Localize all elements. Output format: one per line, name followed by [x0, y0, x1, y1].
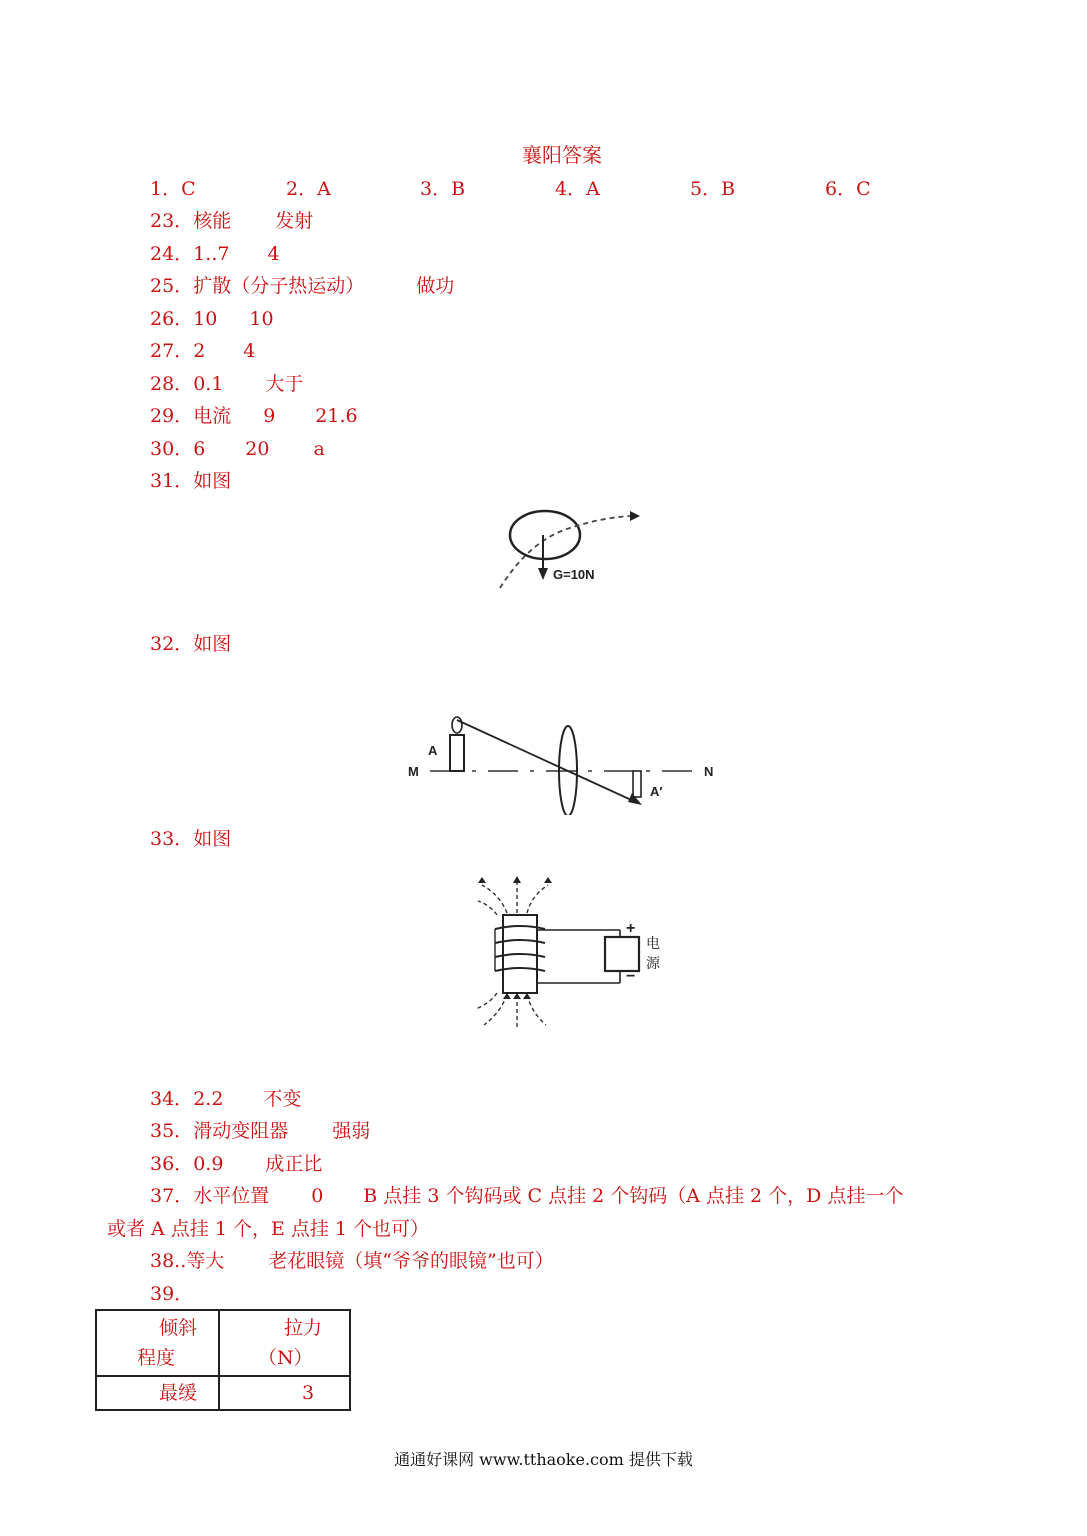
- field-arrowheads-bottom: [503, 993, 531, 999]
- table-cell: 3: [219, 1376, 350, 1410]
- label-n: N: [704, 764, 714, 779]
- answer-23: 23．核能 发射: [150, 210, 314, 232]
- label-m: M: [408, 764, 419, 779]
- label-a: A: [428, 743, 438, 758]
- answer-24: 24．1..7 4: [150, 243, 280, 265]
- mc-item: 2．A: [286, 178, 331, 200]
- answer-39: 39．: [150, 1283, 194, 1305]
- answer-35: 35．滑动变阻器 强弱: [150, 1120, 371, 1142]
- field-lines-bottom: [476, 993, 546, 1027]
- answer-29: 29．电流 9 21.6: [150, 405, 358, 427]
- image-candle: [633, 771, 641, 797]
- mc-item: 1．C: [150, 178, 196, 200]
- answer-28: 28．0.1 大于: [150, 373, 304, 395]
- answer-33: 33．如图: [150, 828, 232, 850]
- mc-item: 3．B: [420, 178, 466, 200]
- table-header-row: [96, 1310, 350, 1376]
- field-lines-top: [478, 883, 548, 915]
- answer-30: 30．6 20 a: [150, 438, 325, 460]
- table-header-cell: 拉力 （N）: [219, 1310, 350, 1376]
- gravity-arrowhead: [538, 568, 548, 580]
- candle-flame: [452, 717, 462, 733]
- figure-33: [470, 875, 680, 1035]
- footer-text: 通通好课网 www.tthaoke.com 提供下载: [394, 1450, 693, 1469]
- answer-25: 25．扩散（分子热运动） 做功: [150, 275, 455, 297]
- figure-32: [400, 710, 740, 815]
- answer-36: 36．0.9 成正比: [150, 1153, 323, 1175]
- answer-38: 38..等大 老花眼镜（填“爷爷的眼镜”也可）: [150, 1250, 554, 1272]
- answer-31: 31．如图: [150, 470, 232, 492]
- trajectory-arrowhead: [630, 511, 640, 521]
- table-row: [96, 1376, 350, 1410]
- mc-item: 6．C: [825, 178, 871, 200]
- answer-32: 32．如图: [150, 633, 232, 655]
- source-label-2: 源: [646, 955, 660, 971]
- power-source: [605, 937, 639, 971]
- label-a-prime: A′: [650, 784, 663, 799]
- light-ray-1: [457, 720, 568, 771]
- answer-37-continued: 或者 A 点挂 1 个，E 点挂 1 个也可）: [107, 1218, 430, 1240]
- source-label-1: 电: [646, 935, 660, 951]
- field-arrowheads-top: [478, 876, 552, 883]
- page-title: 襄阳答案: [522, 143, 602, 167]
- answer-26: 26．10 10: [150, 308, 274, 330]
- answer-37: 37．水平位置 0 B 点挂 3 个钩码或 C 点挂 2 个钩码（A 点挂 2 个，D 点挂一个: [150, 1185, 904, 1207]
- light-ray-2: [568, 771, 638, 803]
- answer-27: 27．2 4: [150, 340, 256, 362]
- mc-item: 5．B: [690, 178, 736, 200]
- ball-ellipse: [510, 511, 580, 559]
- answer-34: 34．2.2 不变: [150, 1088, 302, 1110]
- minus-sign: −: [626, 968, 636, 985]
- candle: [450, 735, 464, 771]
- data-table: [95, 1309, 351, 1411]
- gravity-label: G=10N: [553, 567, 595, 582]
- table-header-cell: 倾斜 程度: [96, 1310, 219, 1376]
- figure-31: [490, 500, 650, 595]
- ray-arrowhead: [628, 793, 642, 805]
- table-cell: 最缓: [96, 1376, 219, 1410]
- mc-item: 4．A: [555, 178, 600, 200]
- plus-sign: +: [626, 920, 636, 937]
